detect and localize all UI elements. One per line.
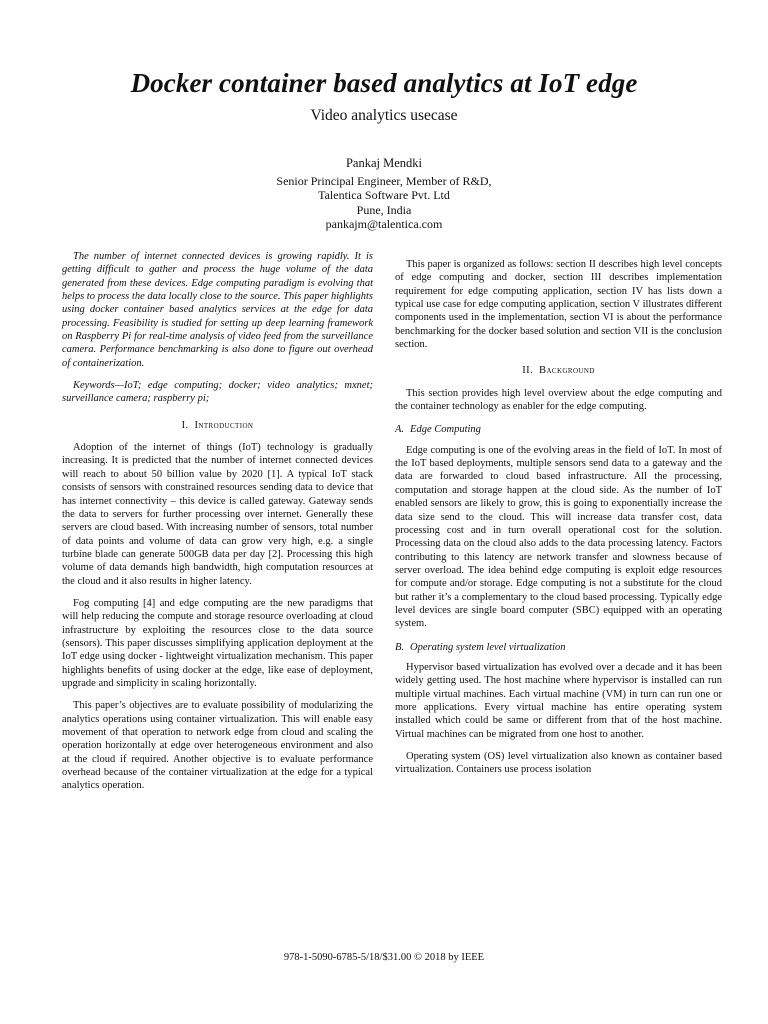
section-title: Introduction [194,419,254,431]
keywords: Keywords—IoT; edge computing; docker; video analytics; mxnet; surveillance camera; raspberry pi; [62,380,373,405]
author-affiliation-line: Pune, India [356,202,412,217]
abstract: The number of internet connected devices is growing rapidly. It is getting difficult to gather and process the huge volume of the data generated from these devices. Edge computing paradigm is evolving that helps to process the data locally close to the source. This paper highlights using docker container based analytics services at the edge for data processing. Feasibility is studied for setting up deep learning framework on Raspberry Pi for real-time analysis of video feed from the surveillance camera. Performance benchmarking is also done to figure out overhead of containerization. [62,251,373,369]
section-number: I. [181,419,189,431]
subsection-title: Edge Computing [410,424,481,436]
right-column [395,258,722,786]
body-paragraph: Adoption of the internet of things (IoT) technology is gradually increasing. It is predicted that the number of internet connected devices will reach to about 50 billion value by 2020 [1]. A typical IoT stack consists of sensors with constrained resources sending data to device that has internet connectivity – this device is called gateway. Gateway sends the data to servers for further processing over internet. Generally these servers are cloud based. With increasing number of sensors, total number of data points and volume of data can grow very high, e.g. a single turbine blade can generate 500GB data per day [2]. Processing this high volume of data demands high bandwidth, high computation resources at the cloud and it also results in higher latency. [62,442,373,587]
subsection-label: B. [395,641,405,653]
body-paragraph: This paper is organized as follows: section II describes high level concepts of edge computing and docker, section III describes implementation requirement for edge computing application, section IV has lists down a typical use case for edge computing application, section V illustrates different components used in the implementation, section VI is about the performance benchmarking for the docker based solution and section VII is the conclusion section. [395,259,722,351]
body-paragraph: Edge computing is one of the evolving areas in the field of IoT. In most of the IoT based deployments, multiple sensors send data to a gateway and the data are forwarded to cloud based infrastructure. All the processing, computation and storage happen at the cloud side. As the number of IoT enabled sensors are likely to grow, this is going to exponentially increase the data size send to the cloud. This will increase data transfer cost, data processing cost and in turn overall operational cost for the solution. Processing data on the cloud also adds to the data processing latency. Factors contributing to this latency are network transfer and slowness because of server overload. The idea behind edge computing is exploit edge resources for compute and/or storage. Edge computing is not a substitute for the cloud but rather it’s a complementary to the cloud based processing. Typically edge level devices are single board computer (SBC) equipped with an operating system. [395,444,722,630]
body-paragraph: Hypervisor based virtualization has evolved over a decade and it has been widely getting used. The host machine where hypervisor is installed can run multiple virtual machines. Each virtual machine (VM) in turn can run one or more applications. Every virtual machine has entire operating system installed which could be same or different from that of the host machine. Virtual machines can be migrated from one host to another. [395,661,722,740]
paper-subtitle: Video analytics usecase [310,107,458,124]
body-paragraph: Operating system (OS) level virtualization also known as container based virtualization. Containers use process isolation [395,751,722,776]
subsection-label: A. [395,424,405,436]
body-paragraph: Fog computing [4] and edge computing are the new paradigms that will help reducing the compute and storage resource overloading at cloud infrastructure by exploiting the resources close to the data source (sensors). This paper discusses simplifying application deployment at the IoT edge using docker - lightweight virtualization mechanism. This paper highlights benefits of using docker at the edge, like ease of deployment, upgrade and simplicity in scaling horizontally. [62,597,373,689]
section-number: II. [522,365,534,377]
copyright-footer: 978-1-5090-6785-5/18/$31.00 © 2018 by IEEE [283,952,485,963]
section-title: Background [539,365,595,377]
author-name: Pankaj Mendki [345,156,423,170]
subsection-title: Operating system level virtualization [410,641,566,653]
author-email: pankajm@talentica.com [325,217,443,231]
subsection-heading-os-virtualization [395,641,722,654]
section-heading-introduction [62,419,373,432]
section-heading-background [395,364,722,377]
left-column [62,250,373,802]
author-affiliation-line: Senior Principal Engineer, Member of R&D, [276,173,492,188]
subsection-heading-edge-computing [395,423,722,436]
body-paragraph: This section provides high level overview about the edge computing and the container technology as enabler for the edge computing. [395,387,722,413]
body-paragraph: This paper’s objectives are to evaluate possibility of modularizing the analytics operations using container virtualization. This will enable easy movement of that operation to network edge from cloud and scaling the operation horizontally at edge over heterogeneous environment and also at the cloud if required. Another objective is to evaluate performance overhead because of the container virtualization at the edge for a typical analytics operation. [62,700,373,792]
author-affiliation-line: Talentica Software Pvt. Ltd [318,188,450,202]
author-block [0,156,768,232]
paper-title: Docker container based analytics at IoT edge [130,68,638,98]
